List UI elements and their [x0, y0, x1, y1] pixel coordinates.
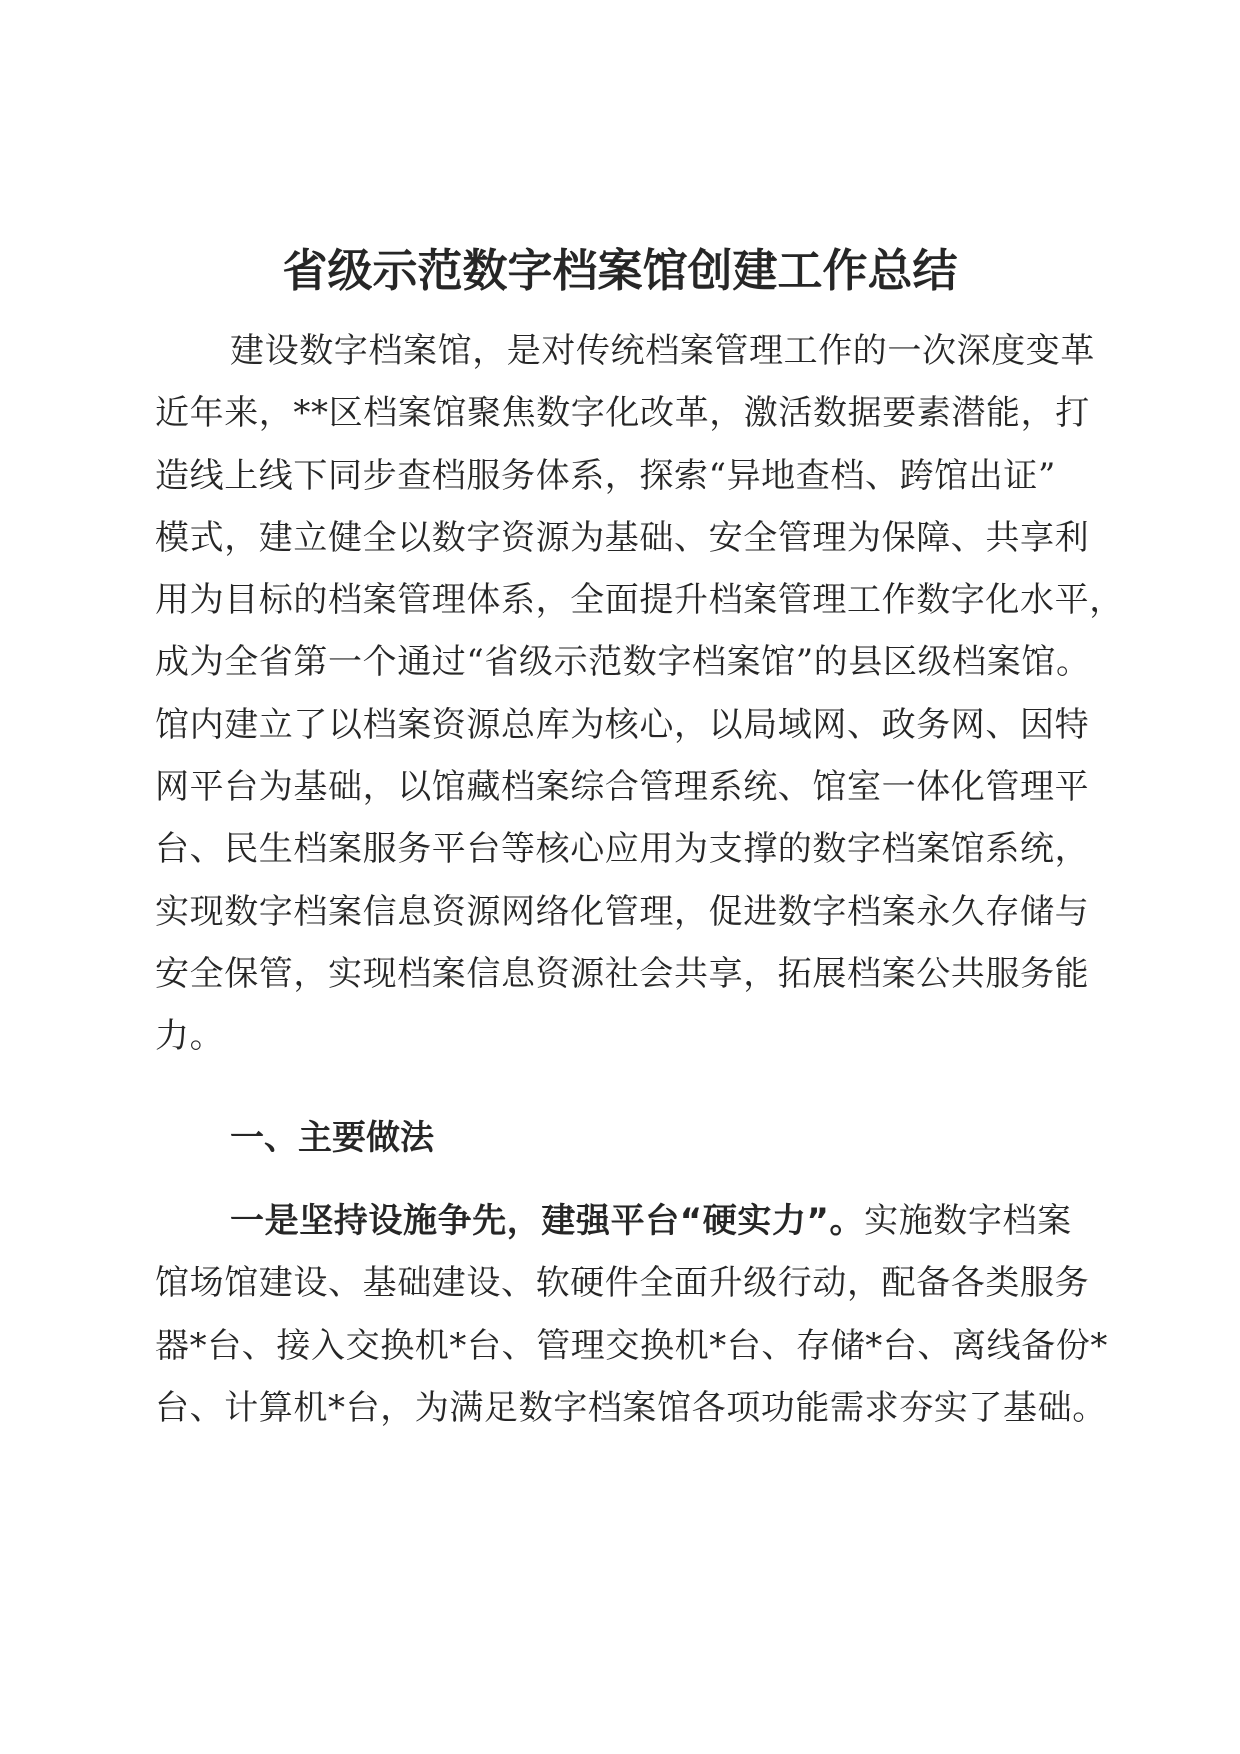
paragraph-line: 台、计算机*台，为满足数字档案馆各项功能需求夯实了基础。 [155, 1387, 1107, 1428]
intro-paragraph [155, 320, 1124, 1068]
paragraph-line: 网平台为基础，以馆藏档案综合管理系统、馆室一体化管理平 [155, 767, 1090, 808]
point-lead: 一是坚持设施争先，建强平台“硬实力”。 [230, 1201, 865, 1241]
paragraph-line: 馆场馆建设、基础建设、软硬件全面升级行动，配备各类服务 [155, 1263, 1090, 1304]
paragraph-line: 力。 [155, 1016, 225, 1057]
paragraph-line: 台、民生档案服务平台等核心应用为支撑的数字档案馆系统， [155, 829, 1090, 870]
paragraph-line: 成为全省第一个通过“省级示范数字档案馆”的县区级档案馆。 [155, 642, 1091, 683]
section-heading: 一、主要做法 [230, 1118, 434, 1158]
paragraph-line: 用为目标的档案管理体系，全面提升档案管理工作数字化水平， [155, 580, 1124, 621]
paragraph-line: 实现数字档案信息资源网络化管理，促进数字档案永久存储与 [155, 891, 1090, 932]
paragraph-line: 建设数字档案馆，是对传统档案管理工作的一次深度变革 [230, 331, 1095, 371]
paragraph-line: 器*台、接入交换机*台、管理交换机*台、存储*台、离线备份* [155, 1325, 1108, 1366]
paragraph-line [155, 1190, 1090, 1252]
point-text: 实施数字档案 [864, 1201, 1072, 1241]
paragraph-line: 安全保管，实现档案信息资源社会共享，拓展档案公共服务能 [155, 953, 1090, 994]
point-one-paragraph [155, 1190, 1108, 1439]
paragraph-line: 模式，建立健全以数字资源为基础、安全管理为保障、共享利 [155, 517, 1090, 558]
document-title: 省级示范数字档案馆创建工作总结 [282, 244, 958, 297]
paragraph-line: 近年来，**区档案馆聚焦数字化改革，激活数据要素潜能，打 [155, 393, 1090, 434]
paragraph-line: 馆内建立了以档案资源总库为核心，以局域网、政务网、因特 [155, 704, 1090, 745]
paragraph-line: 造线上线下同步查档服务体系，探索“异地查档、跨馆出证” [155, 455, 1056, 496]
